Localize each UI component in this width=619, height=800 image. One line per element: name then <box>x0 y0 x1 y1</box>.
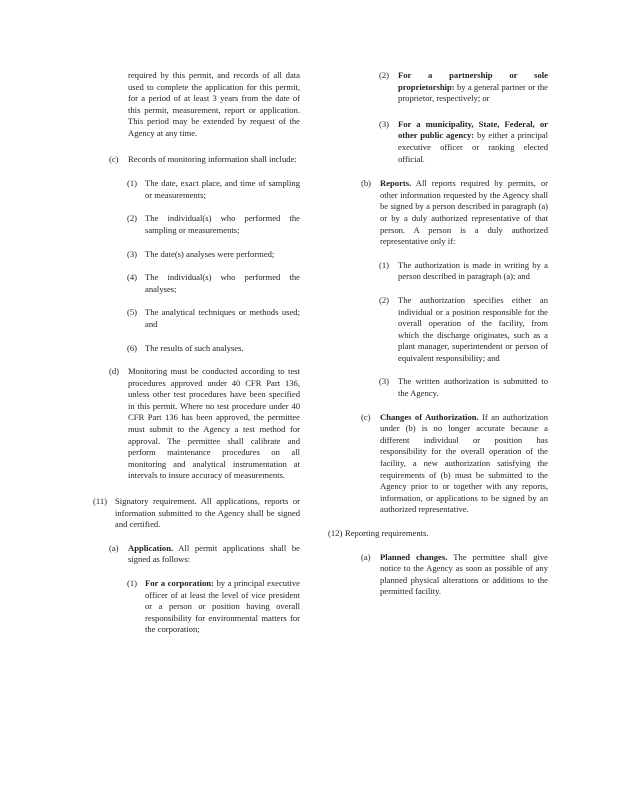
left-column <box>95 70 300 636</box>
item-mark: (6) <box>127 342 138 353</box>
item-text: The analytical techniques or methods used; and <box>145 307 300 329</box>
item-text: The date, exact place, and time of sampling or measurements; <box>145 178 300 200</box>
item-mark: (4) <box>127 272 138 283</box>
para-d-monitoring <box>109 366 300 482</box>
item-text: The authorization specifies either an individual or a position responsible for the overall operation of the facility, from which the discharge originates, such as a plant manager, superintendent or person of equivalent responsibility; and <box>398 294 548 363</box>
section-11-signatory <box>93 496 300 531</box>
para-b-reports <box>361 178 548 248</box>
item-heading: For a corporation: <box>145 578 214 588</box>
item-heading: For a partnership or sole proprietorship: <box>398 70 548 92</box>
para-a-text: The permittee shall give notice to the Agency as soon as possible of any planned physical alterations or additions to the permitted facility. <box>380 551 548 597</box>
item-text: by a general partner or the proprietor, respectively; or <box>398 81 548 104</box>
para-c-text: Records of monitoring information shall include: <box>128 153 297 164</box>
item-mark: (1) <box>127 178 138 189</box>
item-mark: (3) <box>379 376 390 387</box>
list-item <box>127 342 300 355</box>
item-mark: (2) <box>379 70 390 80</box>
item-mark: (2) <box>379 294 390 305</box>
item-text: The individual(s) who performed the sampling or measurements; <box>145 213 300 235</box>
section-12-mark: (12) <box>328 528 343 538</box>
retention-text: required by this permit, and records of all data used to complete the application for this permit, for a period of at least 3 years from the date of this permit, measurement, report or application. This period may be extended by request of the Agency at any time. <box>128 70 300 138</box>
right-column <box>330 70 548 598</box>
item-text: The date(s) analyses were performed; <box>145 248 275 259</box>
section-11-mark: (11) <box>93 496 107 507</box>
item-text: The authorization is made in writing by a person described in paragraph (a); and <box>398 259 548 282</box>
para-a-heading: Application. <box>128 542 174 553</box>
para-a-mark: (a) <box>109 542 119 553</box>
para-c-text: If an authorization under (b) is no longer accurate because a different individual or position has responsibility for the overall operation of the facility, a new authorization satisfying the requirements of (b) must be submitted to the Agency prior to or together with any reports, information, or applications to be signed by an authorized representative. <box>380 411 548 515</box>
item-mark: (3) <box>379 118 390 129</box>
para-a-application <box>109 542 300 566</box>
para-d-mark: (d) <box>109 366 120 377</box>
item-text: The individual(s) who performed the analyses; <box>145 272 300 294</box>
list-item <box>379 259 548 283</box>
para-b-mark: (b) <box>361 178 372 189</box>
list-item <box>379 70 548 105</box>
para-c-changes <box>361 411 548 516</box>
list-item <box>127 178 300 201</box>
list-item <box>127 307 300 330</box>
para-c-mark: (c) <box>109 153 119 164</box>
para-a-text: All permit applications shall be signed as follows: <box>128 542 300 565</box>
list-item <box>127 272 300 295</box>
item-text: The results of such analyses. <box>145 342 244 353</box>
para-b-text: All reports required by permits, or other information requested by the Agency shall be signed by a person described in paragraph (a) or by a duly authorized representative of that person. A person is a duly authorized representative only if: <box>380 178 548 247</box>
para-c-mark: (c) <box>361 411 371 422</box>
retention-continuation <box>128 70 300 140</box>
para-c-records <box>109 153 300 166</box>
item-mark: (5) <box>127 307 138 318</box>
item-mark: (2) <box>127 213 138 224</box>
list-item <box>127 213 300 236</box>
para-a-heading: Planned changes. <box>380 551 448 562</box>
section-12-reporting <box>328 528 548 540</box>
list-item <box>127 578 300 636</box>
item-text: by either a principal executive officer or ranking elected official. <box>398 130 549 164</box>
list-item <box>379 294 548 365</box>
item-mark: (3) <box>127 248 138 259</box>
list-item <box>127 248 300 261</box>
para-b-heading: Reports. <box>380 178 412 189</box>
item-text: by a principal executive officer of at least the level of vice president or a person or position having overall responsibility for environmental matters for the corporation; <box>145 578 300 635</box>
para-a-planned-changes <box>361 551 548 598</box>
para-d-text: Monitoring must be conducted according to test procedures approved under 40 CFR Part 136, unless other test procedures have been specified in this permit. Where no test procedure under 40 CFR Part 136 has been approved, the permittee must submit to the Agency a test method for approval. The permittee shall calibrate and perform maintenance procedures on all monitoring and analytical instrumentation at intervals to insure accuracy of measurements. <box>128 366 300 481</box>
para-c-heading: Changes of Authorization. <box>380 411 479 422</box>
list-item <box>379 118 549 165</box>
item-text: The written authorization is submitted to the Agency. <box>398 376 548 399</box>
section-12-text: Reporting requirements. <box>345 528 429 538</box>
item-mark: (1) <box>379 259 390 270</box>
section-11-text: Signatory requirement. All applications, reports or information submitted to the Agency shall be signed and certified. <box>115 496 300 530</box>
item-mark: (1) <box>127 578 138 588</box>
item-heading: For a municipality, State, Federal, or other public agency: <box>398 118 548 141</box>
list-item <box>379 376 548 399</box>
para-a-mark: (a) <box>361 551 371 562</box>
